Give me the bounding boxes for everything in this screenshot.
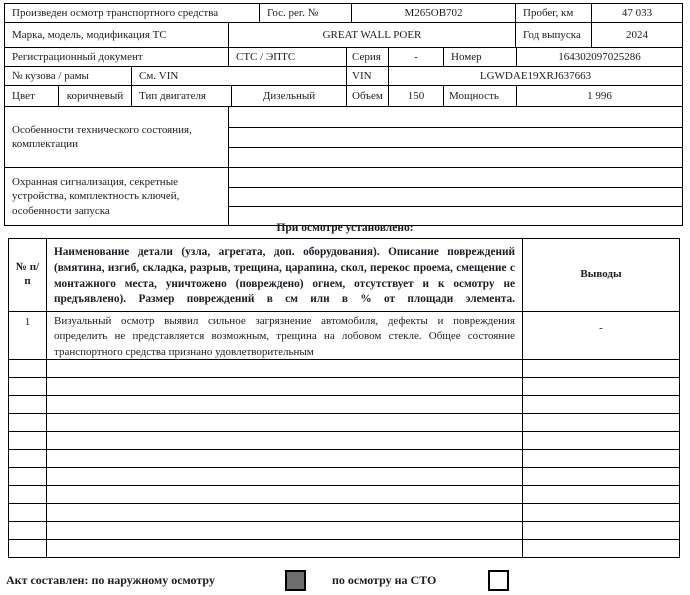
technical-condition-label: Особенности технического состояния, комплектации	[12, 123, 192, 150]
empty-description-cell	[46, 486, 522, 503]
empty-conclusion-cell	[522, 414, 679, 431]
power-label: Мощность	[443, 86, 516, 106]
empty-conclusion-cell	[522, 504, 679, 521]
empty-num-cell	[9, 522, 46, 539]
empty-conclusion-cell	[522, 396, 679, 413]
empty-num-cell	[9, 414, 46, 431]
volume-label: Объем	[346, 86, 388, 106]
make-model-value: GREAT WALL POER	[228, 23, 515, 47]
finding-description: Визуальный осмотр выявил сильное загрязнение автомобиля, дефекты и повреждения определить не представляется возможным, трещина на лобовом стекле. Общее состояние транспортного средства признано удовлетворительным	[46, 312, 522, 359]
empty-description-cell	[46, 414, 522, 431]
vehicle-details-table	[4, 3, 683, 226]
empty-num-cell	[9, 396, 46, 413]
power-value: 1 996	[516, 86, 682, 106]
color-label: Цвет	[12, 89, 35, 102]
empty-num-cell	[9, 486, 46, 503]
empty-conclusion-cell	[522, 360, 679, 377]
external-inspection-checkbox[interactable]	[285, 570, 306, 591]
finding-empty-row	[9, 395, 679, 413]
empty-description-cell	[46, 360, 522, 377]
empty-description-cell	[46, 522, 522, 539]
blank-line	[229, 127, 682, 147]
empty-num-cell	[9, 378, 46, 395]
finding-empty-row	[9, 521, 679, 539]
row-body-number	[5, 66, 682, 85]
section-technical-condition	[5, 106, 682, 167]
empty-description-cell	[46, 468, 522, 485]
empty-description-cell	[46, 540, 522, 557]
blank-line	[229, 107, 682, 127]
make-model-label: Марка, модель, модификация ТС	[12, 28, 167, 41]
col-header-conclusions: Выводы	[522, 239, 679, 311]
finding-empty-row	[9, 449, 679, 467]
empty-num-cell	[9, 360, 46, 377]
empty-description-cell	[46, 378, 522, 395]
year-value: 2024	[591, 23, 682, 47]
finding-conclusion: -	[522, 312, 679, 359]
body-number-label: № кузова / рамы	[12, 69, 89, 82]
findings-header-row	[9, 239, 679, 311]
empty-num-cell	[9, 468, 46, 485]
empty-conclusion-cell	[522, 486, 679, 503]
act-composed-label: Акт составлен: по наружному осмотру	[6, 573, 215, 587]
year-label: Год выпуска	[515, 23, 591, 47]
mileage-label: Пробег, км	[515, 4, 591, 22]
body-number-value: См. VIN	[131, 67, 346, 85]
vin-value: LGWDAE19XRJ637663	[388, 67, 682, 85]
empty-num-cell	[9, 432, 46, 449]
empty-description-cell	[46, 450, 522, 467]
technical-condition-lines	[228, 107, 682, 167]
series-value: -	[388, 48, 443, 66]
alarm-keys-label: Охранная сигнализация, секретные устройства, комплектность ключей, особенности запуска	[12, 176, 180, 217]
row-make-model	[5, 22, 682, 47]
blank-line	[229, 168, 682, 187]
reg-doc-value: СТС / ЭПТС	[228, 48, 346, 66]
finding-num: 1	[24, 316, 31, 328]
empty-conclusion-cell	[522, 432, 679, 449]
inspection-performed-label: Произведен осмотр транспортного средства	[12, 6, 219, 19]
alarm-keys-lines	[228, 168, 682, 225]
number-value: 164302097025286	[516, 48, 682, 66]
empty-num-cell	[9, 540, 46, 557]
empty-conclusion-cell	[522, 468, 679, 485]
vin-label: VIN	[346, 67, 388, 85]
finding-empty-row	[9, 413, 679, 431]
engine-type-label: Тип двигателя	[131, 86, 231, 106]
finding-row	[9, 311, 679, 359]
section-alarm-keys	[5, 167, 682, 225]
volume-value: 150	[388, 86, 443, 106]
inspection-findings-table	[8, 238, 680, 558]
finding-empty-row	[9, 539, 679, 557]
inspection-results-heading: При осмотре установлено:	[276, 222, 414, 234]
empty-conclusion-cell	[522, 450, 679, 467]
empty-num-cell	[9, 450, 46, 467]
row-registration-document	[5, 47, 682, 66]
empty-description-cell	[46, 504, 522, 521]
empty-num-cell	[9, 504, 46, 521]
reg-doc-label: Регистрационный документ	[12, 50, 143, 63]
blank-line	[229, 187, 682, 206]
gos-reg-value: M265OB702	[351, 4, 515, 22]
row-color-engine	[5, 85, 682, 106]
number-label: Номер	[443, 48, 516, 66]
empty-description-cell	[46, 396, 522, 413]
blank-line	[229, 147, 682, 167]
gos-reg-label: Гос. рег. №	[259, 4, 351, 22]
empty-conclusion-cell	[522, 522, 679, 539]
sto-inspection-label: по осмотру на СТО	[331, 573, 437, 587]
finding-empty-row	[9, 359, 679, 377]
finding-empty-row	[9, 467, 679, 485]
row-inspection-performed	[5, 4, 682, 22]
col-header-num: № п/п	[15, 261, 40, 287]
finding-empty-row	[9, 503, 679, 521]
finding-empty-row	[9, 485, 679, 503]
col-header-description: Наименование детали (узла, агрегата, доп. оборудования). Описание повреждений (вмятина, изгиб, складка, разрыв, трещина, царапина, скол, перекос проема, смещение с монтажного места, уничтожено (повреждено) огнем, отсутствует и к осмотру не предъявлено). Размер повреждений в см или в % от площади элемента.	[46, 239, 522, 311]
sto-inspection-checkbox[interactable]	[488, 570, 509, 591]
color-value: коричневый	[58, 86, 131, 106]
finding-empty-row	[9, 377, 679, 395]
empty-conclusion-cell	[522, 540, 679, 557]
engine-type-value: Дизельный	[231, 86, 346, 106]
act-footer	[6, 570, 686, 591]
empty-conclusion-cell	[522, 378, 679, 395]
mileage-value: 47 033	[591, 4, 682, 22]
series-label: Серия	[346, 48, 388, 66]
empty-description-cell	[46, 432, 522, 449]
finding-empty-row	[9, 431, 679, 449]
